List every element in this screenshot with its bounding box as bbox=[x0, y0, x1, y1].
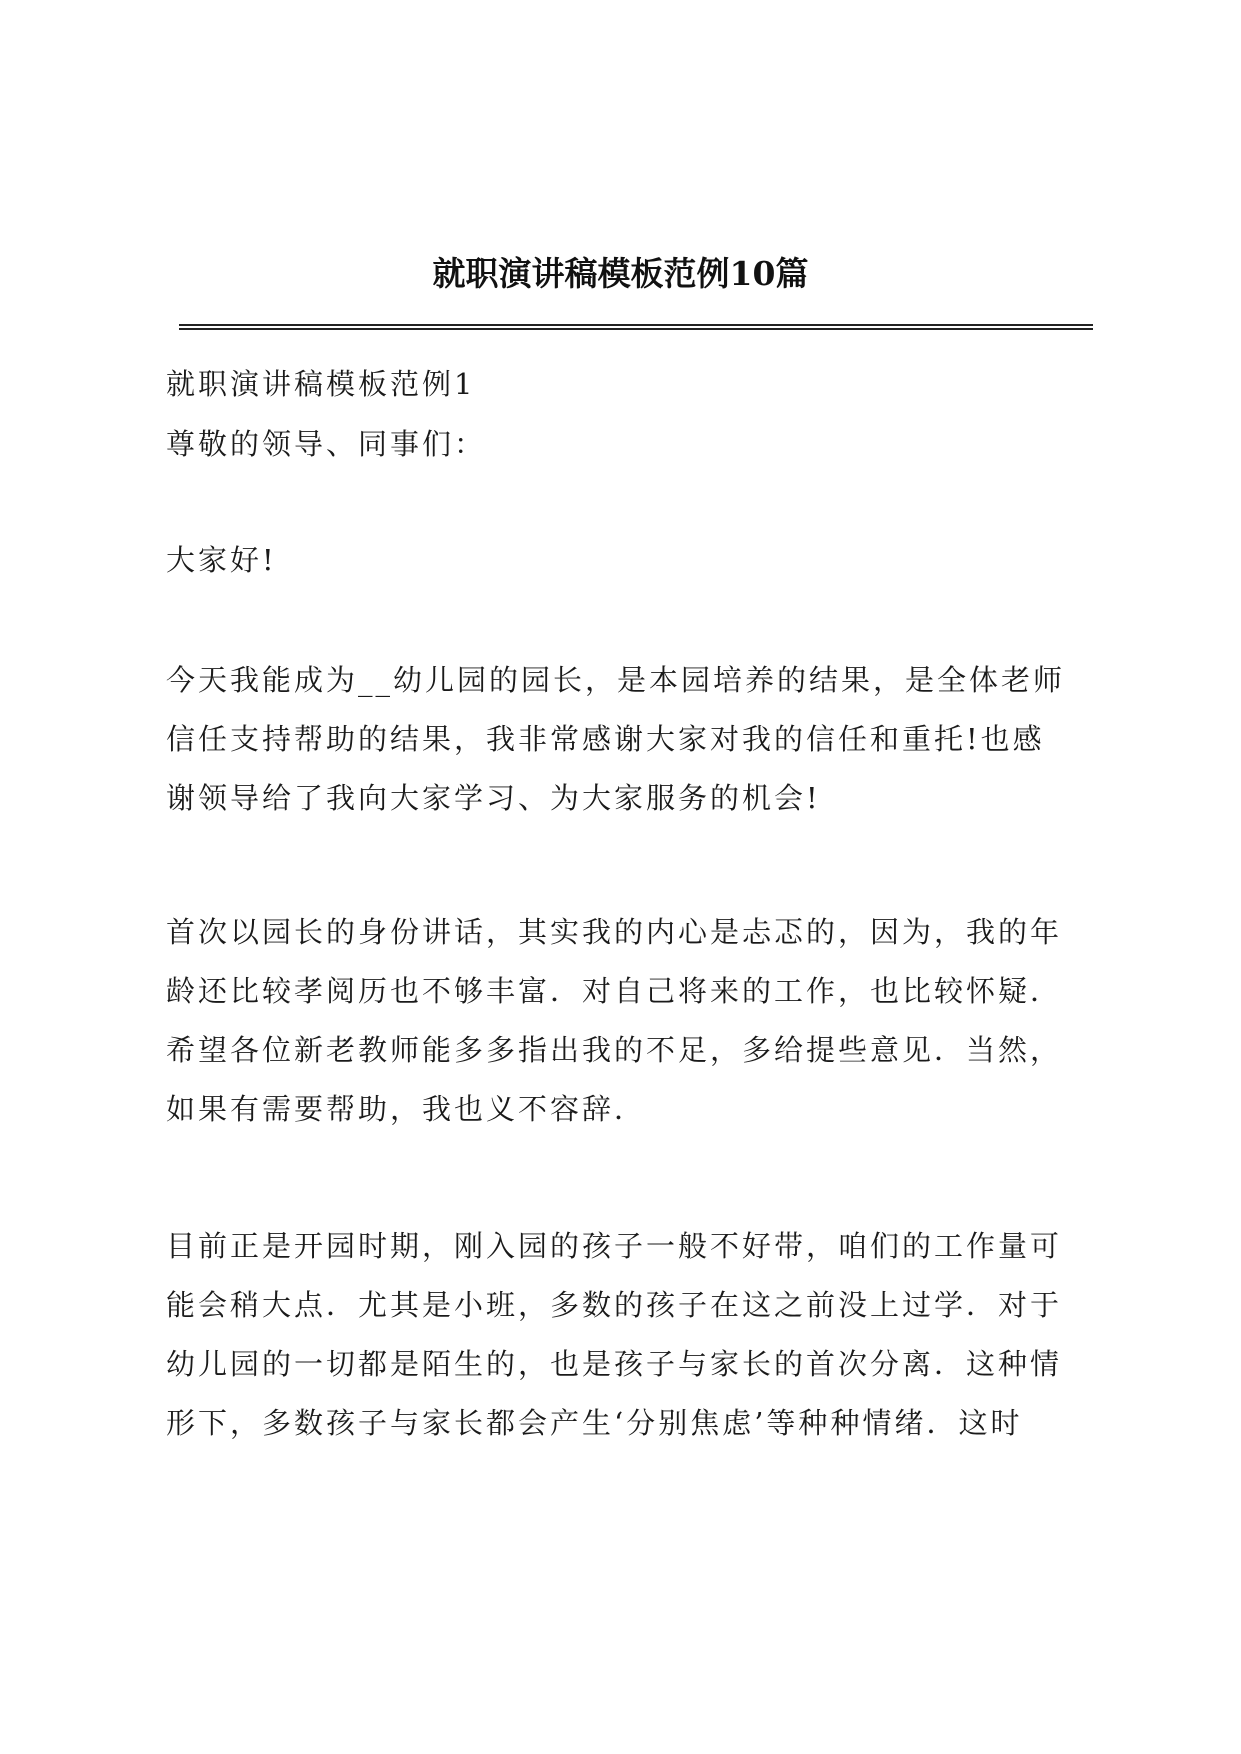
paragraph-line: 首次以园长的身份讲话，其实我的内心是忐忑的，因为，我的年 bbox=[166, 915, 1063, 949]
document-title: 就职演讲稿模板范例10篇 bbox=[432, 254, 809, 293]
paragraph-line: 如果有需要帮助，我也义不容辞． bbox=[166, 1092, 647, 1126]
paragraph-2 bbox=[166, 912, 1091, 1148]
paragraph-line: 幼儿园的一切都是陌生的，也是孩子与家长的首次分离．这种情 bbox=[166, 1347, 1063, 1381]
paragraph-line: 形下，多数孩子与家长都会产生‘分别焦虑’等种种情绪．这时 bbox=[166, 1406, 1023, 1440]
paragraph-line: 希望各位新老教师能多多指出我的不足，多给提些意见．当然， bbox=[166, 1033, 1063, 1067]
paragraph-line: 今天我能成为__幼儿园的园长，是本园培养的结果，是全体老师 bbox=[166, 663, 1066, 697]
paragraph-line: 谢领导给了我向大家学习、为大家服务的机会! bbox=[166, 781, 821, 815]
paragraph-line: 能会稍大点．尤其是小班，多数的孩子在这之前没上过学．对于 bbox=[166, 1288, 1063, 1322]
salutation: 尊敬的领导、同事们： bbox=[166, 427, 487, 461]
greeting: 大家好! bbox=[166, 543, 277, 577]
paragraph-line: 信任支持帮助的结果，我非常感谢大家对我的信任和重托!也感 bbox=[166, 722, 1045, 756]
paragraph-1 bbox=[166, 660, 1091, 837]
paragraph-line: 龄还比较孝阅历也不够丰富．对自己将来的工作，也比较怀疑． bbox=[166, 974, 1063, 1008]
paragraph-line: 目前正是开园时期，刚入园的孩子一般不好带，咱们的工作量可 bbox=[166, 1229, 1063, 1263]
paragraph-3 bbox=[166, 1226, 1091, 1462]
section-heading: 就职演讲稿模板范例1 bbox=[166, 367, 476, 401]
title-double-rule bbox=[179, 324, 1093, 330]
